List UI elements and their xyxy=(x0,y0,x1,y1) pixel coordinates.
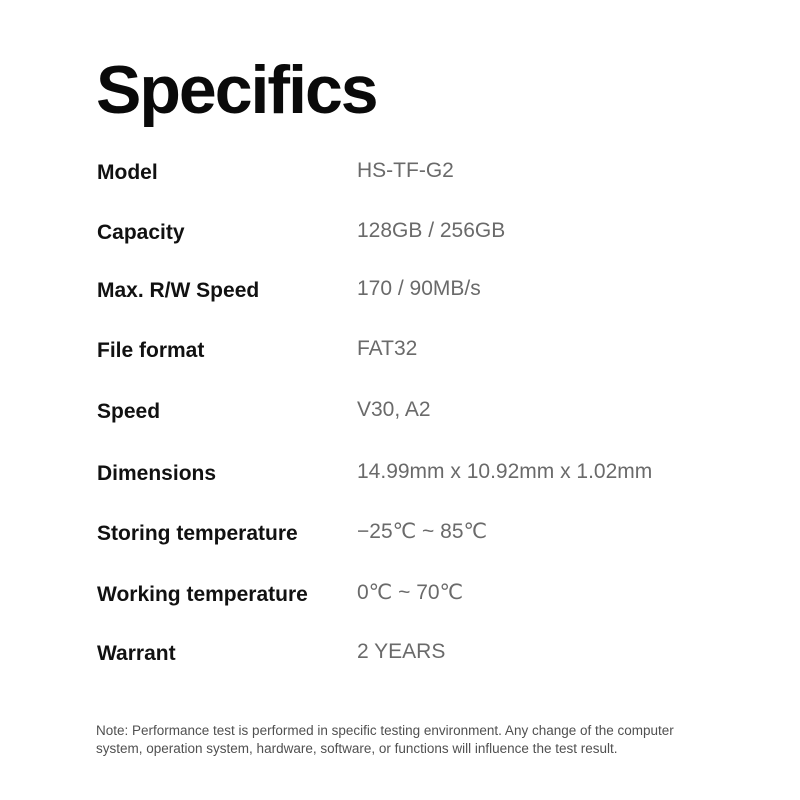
spec-label: Model xyxy=(97,161,158,184)
spec-value: 2 YEARS xyxy=(357,640,446,663)
spec-row-capacity xyxy=(0,218,800,248)
spec-value: V30, A2 xyxy=(357,398,431,421)
disclaimer-note: Note: Performance test is performed in specific testing environment. Any change of the computer system, operation system, hardware, software, or functions will influence the test result. xyxy=(96,723,674,756)
spec-row-rw-speed xyxy=(0,276,800,306)
spec-label: Speed xyxy=(97,400,161,423)
spec-label: Capacity xyxy=(97,221,185,244)
spec-row-working-temperature xyxy=(0,580,800,610)
page-title: Specifics xyxy=(96,52,377,128)
spec-value: −25℃ ~ 85℃ xyxy=(357,520,488,543)
spec-row-warrant xyxy=(0,639,800,669)
spec-label: Warrant xyxy=(97,642,176,665)
spec-value: 128GB / 256GB xyxy=(357,219,506,242)
spec-row-file-format xyxy=(0,336,800,366)
spec-label: Dimensions xyxy=(97,462,217,485)
spec-label: File format xyxy=(97,339,205,362)
spec-value: 170 / 90MB/s xyxy=(357,277,481,300)
spec-value: 0℃ ~ 70℃ xyxy=(357,581,464,604)
spec-value: FAT32 xyxy=(357,337,418,360)
spec-value: 14.99mm x 10.92mm x 1.02mm xyxy=(357,460,653,483)
spec-row-model xyxy=(0,158,800,188)
spec-row-storing-temperature xyxy=(0,519,800,549)
spec-row-speed xyxy=(0,397,800,427)
spec-label: Working temperature xyxy=(97,583,308,606)
spec-label: Storing temperature xyxy=(97,522,298,545)
spec-value: HS-TF-G2 xyxy=(357,159,454,182)
spec-label: Max. R/W Speed xyxy=(97,279,260,302)
spec-row-dimensions xyxy=(0,459,800,489)
